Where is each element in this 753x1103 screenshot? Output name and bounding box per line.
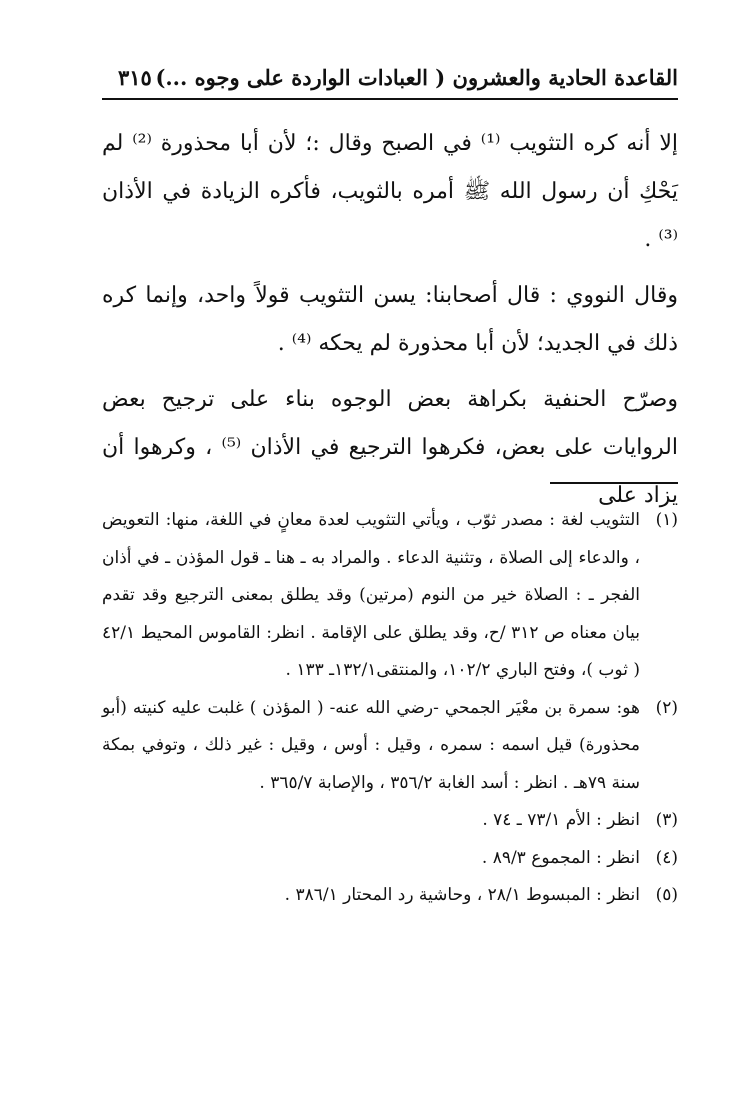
footnote [102, 840, 678, 878]
footnote-number: (١) [655, 510, 678, 530]
footnote [102, 877, 678, 915]
footnote [102, 502, 678, 690]
running-header [118, 58, 678, 96]
main-text [102, 120, 678, 528]
paragraph: إلا أنه كره التثويب ⁽¹⁾ في الصبح وقال :؛ لأن أبا محذورة ⁽²⁾ لم يَحْكِ أن رسول الله ﷺ أمره بالثويب، فأكره الزيادة في الأذان ⁽³⁾ . [102, 131, 678, 252]
paragraph: وقال النووي : قال أصحابنا: يسن التثويب قولاً واحد، وإنما كره ذلك في الجديد؛ لأن أبا محذورة لم يحكه ⁽⁴⁾ . [102, 283, 678, 356]
header-rule [102, 98, 678, 100]
footnote [102, 690, 678, 803]
footnote [102, 802, 678, 840]
footnote-text: التثويب لغة : مصدر ثوّب ، ويأتي التثويب لعدة معانٍ في اللغة، منها: التعويض ، والدعاء إلى الصلاة ، وتثنية الدعاء . والمراد به ـ هنا ـ قول المؤذن ـ في أذان الفجر ـ : الصلاة خير من النوم (مرتين) وقد يطلق بمعنى الترجيع وقد تقدم بيان معناه ص ٣١٢ /ح، وقد يطلق على الإقامة . انظر: القاموس المحيط ٤٢/١ ( ثوب )، وفتح الباري ١٠٢/٢، والمنتقى١٣٢/١ـ ١٣٣ . [102, 510, 640, 680]
footnote-number: (٣) [655, 810, 678, 830]
footnotes [102, 502, 678, 915]
footnote-number: (٤) [655, 847, 678, 868]
footnote-number: (٢) [655, 697, 678, 718]
footnote-text: انظر : المبسوط ٢٨/١ ، وحاشية رد المحتار ٣٨٦/١ . [284, 885, 640, 905]
footnote-text: هو: سمرة بن معْيَر الجمحي -رضي الله عنه- ( المؤذن ) غلبت عليه كنيته (أبو محذورة) قيل اسمه : سمره ، وقيل : أوس ، وقيل : غير ذلك ، وتوفي بمكة سنة ٧٩هـ . انظر : أسد الغابة ٣٥٦/٢ ، والإصابة ٣٦٥/٧ . [102, 697, 640, 793]
footnote-separator [550, 482, 678, 484]
footnote-text: انظر : المجموع ٨٩/٣ . [481, 847, 640, 868]
footnote-number: (٥) [655, 885, 678, 905]
paragraph: وصرّح الحنفية بكراهة بعض الوجوه بناء على ترجيح بعض الروايات على بعض، فكرهوا الترجيع في الأذان ⁽⁵⁾ ، وكرهوا أن يزاد على [102, 387, 678, 508]
page-number: ٣١٥ [118, 64, 152, 90]
footnote-text: انظر : الأم ٧٣/١ ـ ٧٤ . [482, 810, 640, 830]
chapter-title: القاعدة الحادية والعشرون ( العبادات الواردة على وجوه ...) [155, 64, 678, 90]
